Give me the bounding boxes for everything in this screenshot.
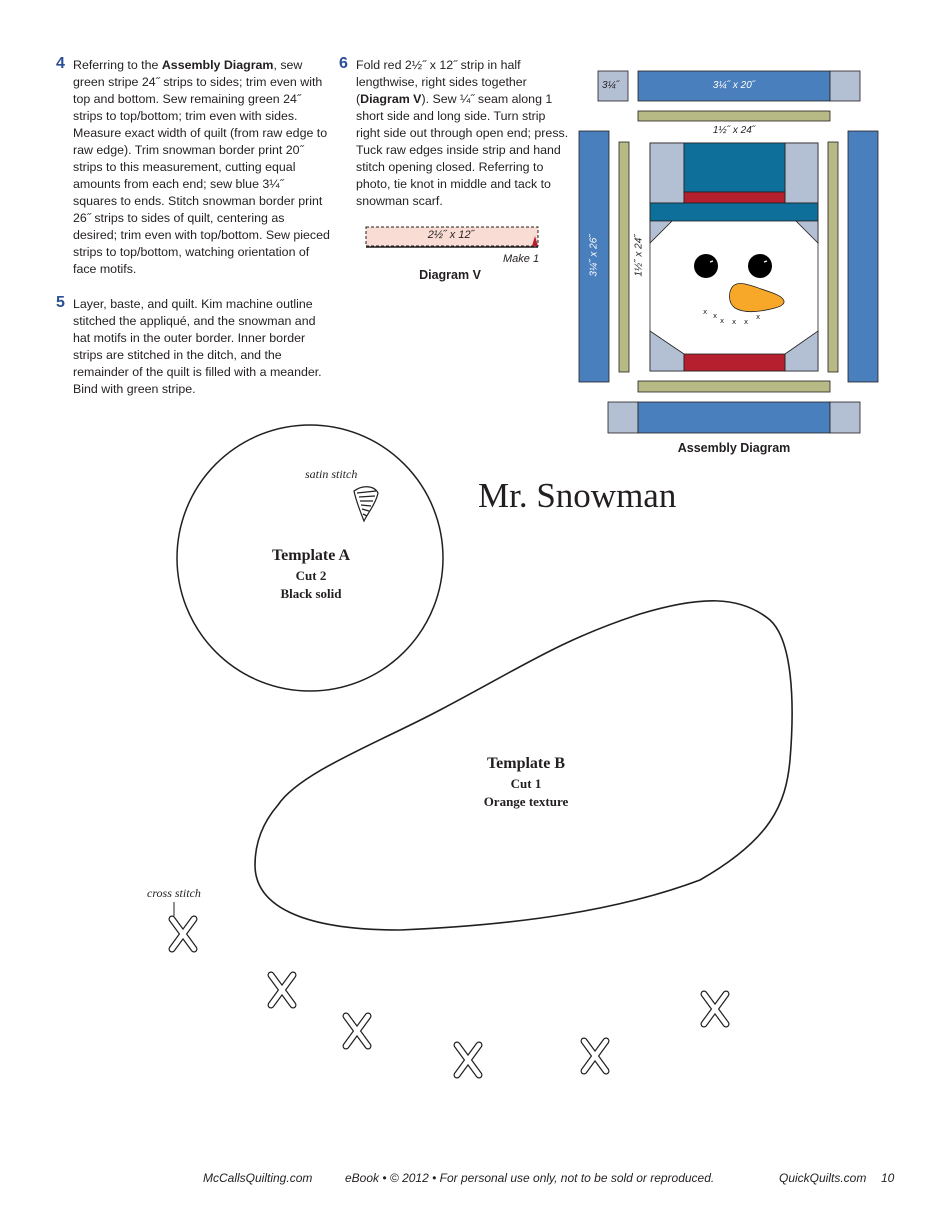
step-number: 5: [56, 294, 65, 311]
satin-stitch-note: satin stitch: [305, 467, 358, 481]
cross-stitch-mark: [704, 994, 726, 1024]
step-5: 5 Layer, baste, and quilt. Kim machine outline stitched the appliqué, and the snowman and hat motifs in the outer border. Inner border strips are stitched in the ditch, and the remainder of the quilt is filled with a meander. Bind with green stripe.: [56, 294, 322, 396]
svg-text:x: x: [744, 318, 749, 326]
step-number: 4: [56, 55, 65, 72]
inner-top-label: 1½˝ x 24˝: [712, 125, 756, 136]
assembly-caption: Assembly Diagram: [677, 441, 791, 455]
diagram-v-make-label: Make 1: [503, 253, 540, 265]
template-a-name: Template A: [271, 547, 351, 564]
page-title: Mr. Snowman: [478, 476, 677, 515]
svg-text:x: x: [756, 313, 761, 321]
inner-side-label: 1½˝ x 24˝: [633, 234, 645, 277]
footer-middle: eBook • © 2012 • For personal use only, not to be sold or reproduced.: [345, 1171, 715, 1185]
step-6: 6 Fold red 2½˝ x 12˝ strip in half lengthwise, right sides together (Diagram V). Sew ¼˝ seam along 1 short side and long side. Turn strip right side out through open end; press. Tuck raw edges inside strip and hand stitch opening closed. Referring to photo, tie knot in middle and tack to snowman scarf.: [339, 55, 569, 208]
cross-stitch-mark: [346, 1016, 368, 1046]
template-b-cut: Cut 1: [510, 776, 542, 791]
step-number: 6: [339, 55, 348, 72]
cross-stitch-label: cross stitch: [147, 886, 201, 900]
cross-stitch-mark: [457, 1045, 479, 1075]
template-b-name: Template B: [486, 755, 566, 772]
page-number: 10: [881, 1171, 895, 1185]
cross-stitch-mark: [584, 1041, 606, 1071]
template-b-fabric: Orange texture: [483, 794, 569, 809]
svg-text:x: x: [732, 318, 737, 326]
corner-label: 3¼˝: [602, 80, 620, 91]
footer-right: QuickQuilts.com: [779, 1171, 867, 1185]
footer-left: McCallsQuilting.com: [203, 1171, 313, 1185]
diagram-v-caption: Diagram V: [419, 268, 481, 282]
svg-text:x: x: [720, 317, 725, 325]
top-border-label: 3¼˝ x 20˝: [712, 80, 756, 91]
template-a-fabric: Black solid: [280, 586, 342, 601]
svg-text:x: x: [713, 312, 718, 320]
step-4: 4 Referring to the Assembly Diagram, sew green stripe 24˝ strips to sides; trim even with top and bottom. Sew remaining green 24˝ strips to top/bottom; trim even with sides. Measure exact width of quilt (from raw edge to raw edge). Trim snowman border print 20˝ strips to this measurement, cutting equal amounts from each end; sew blue 3¼˝ squares to ends. Stitch snowman border print 26˝ strips to sides of quilt, centering as desired; trim even with top/bottom. Sew pieced strips to top/bottom, watching orientation of face motifs.: [56, 55, 330, 276]
template-a-cut: Cut 2: [295, 568, 327, 583]
side-border-label: 3¼˝ x 26˝: [588, 234, 600, 277]
cross-stitch-mark: [271, 975, 293, 1005]
diagram-v-strip-label: 2½˝ x 12˝: [427, 229, 475, 241]
svg-text:x: x: [703, 308, 708, 316]
cross-stitch-mark: [172, 919, 194, 949]
